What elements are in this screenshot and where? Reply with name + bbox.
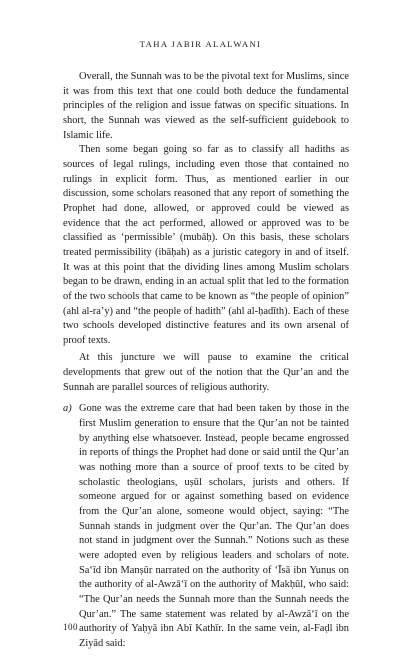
list-item [63,402,349,651]
page-number: 100 [63,622,78,632]
paragraph: At this juncture we will pause to examine the critical developments that grew out of the notion that the Qur’an and the Sunnah are parallel sources of religious authority. [63,352,349,393]
paragraph: Then some began going so far as to classify all hadiths as sources of legal rulings, including even those that contained no rulings in explicit form. Thus, as mentioned earlier in our discussion, some scholars reasoned that any report of something the Prophet had done, allowed, or approved could be viewed as evidence that the act performed, allowed or approved was to be classified as ‘permissible’ (mubāḥ). On this basis, these scholars treated permissibility (ibāḥah) as a juristic category in and of itself. It was at this point that the dividing lines among Muslim scholars began to be drawn, ending in an actual split that led to the formation of the two schools that came to be known as “the people of opinion” (ahl al-ra’y) and “the people of hadith” (ahl al-ḥadīth). Each of these two schools developed distinctive features and its own arsenal of proof texts. [63,144,349,346]
list-item-text: Gone was the extreme care that had been taken by those in the first Muslim generation to ensure that the Qur’an not be tainted by anything else whatsoever. Instead, people became engrossed in reports of things the Prophet had done or said until the Qur’an was nothing more than a source of proof texts to be cited by scholastic theologians, uṣūl scholars, jurists and others. If someone argued for or against something based on evidence from the Qur’an alone, someone would object, saying: “The Sunnah stands in judgment over the Qur’an. The Qur’an does not stand in judgment over the Sunnah.” Notions such as these were adopted even by religious leaders and scholars of note. Sa‘īd ibn Manṣūr narrated on the authority of ‘Īsā ibn Yunus on the authority of al-Awzā‘ī on the authority of Makḥūl, who said: “The Qur’an needs the Sunnah more than the Sunnah needs the Qur’an.” The same statement was related by al-Awzā‘ī on the authority of Yaḥyā ibn Abī Kathīr. In the same vein, al-Faḍl ibn Ziyād said: [79,403,349,649]
list-marker: a) [63,403,72,415]
paragraph: Overall, the Sunnah was to be the pivotal text for Muslims, since it was from this text that one could both deduce the fundamental principles of the religion and issue fatwas on specific situations. In short, the Sunnah was viewed as the self-sufficient guidebook to Islamic life. [63,71,349,141]
main-text-block [63,70,349,652]
running-header: TAHA JABIR ALALWANI [139,39,262,49]
